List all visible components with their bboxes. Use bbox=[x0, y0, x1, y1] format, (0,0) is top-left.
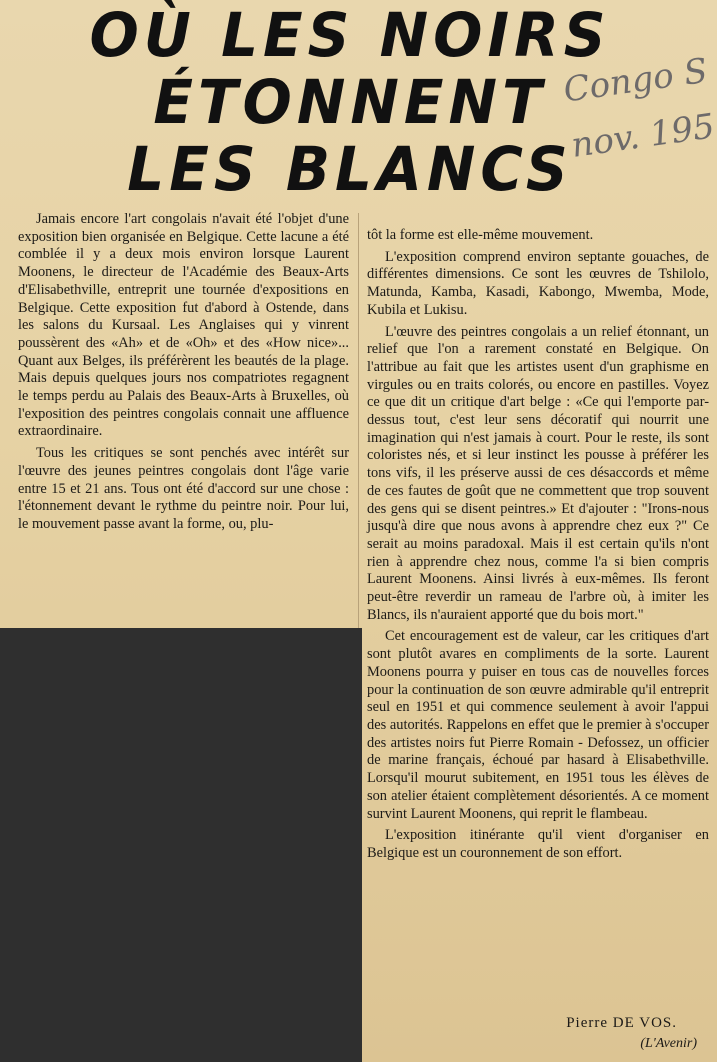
headline-line: ÉTONNENT bbox=[153, 66, 547, 138]
paragraph: Tous les critiques se sont penchés avec intérêt sur l'œuvre des jeunes peintres congolais dont l'âge varie entre 15 et 21 ans. Tous ont été d'accord sur une chose : l'étonnement devant le rythme du peintre noir. Pour lui, le mouvement passe avant la forme, ou, plu- bbox=[18, 445, 349, 532]
paragraph: L'exposition comprend environ septante gouaches, de différentes dimensions. Ce sont les œuvres de Tshilolo, Matunda, Kamba, Kasadi, Kabongo, Mwemba, Mode, Kubila et Lukisu. bbox=[367, 248, 709, 318]
missing-area bbox=[0, 628, 362, 1062]
source-credit: (L'Avenir) bbox=[640, 1036, 697, 1051]
headline-line: LES BLANCS bbox=[127, 133, 573, 205]
paragraph: tôt la forme est elle-même mouvement. bbox=[367, 227, 594, 243]
article-column-right bbox=[367, 227, 709, 863]
handwritten-note bbox=[560, 42, 717, 174]
paragraph: L'œuvre des peintres congolais a un relief étonnant, un relief que l'on a rarement constaté en Belgique. On l'attribue au fait que les artistes usent d'un graphisme en virgules ou en traits colorés, ou encore en pastilles. Voyez ce que dit un critique d'art belge : «Ce qui l'emporte par-dessus tout, c'est leur sens décoratif qui nourrit une imagination qui n'est jamais à court. Pour le reste, ils sont coloristes nés, et si leur instinct les pousse à préférer les tons vifs, il les préserve aussi de ces désaccords et même de ces fautes de goût que ne commettent que trop souvent des gens qui se disent peintres.» Et d'ajouter : "Irons-nous jusqu'à dire que nous avons à apprendre chez eux ?" Ce serait au moins paradoxal. Mais il est certain qu'ils n'ont rien à apprendre chez nous, comme l'a si bien compris Laurent Moonens. Ainsi livrés à eux-mêmes. Ils feront peut-être reverdir un rameau de l'arbre où, à imiter les Blancs, ils n'auraient apporté que du bois mort." bbox=[367, 323, 709, 623]
handwritten-note-line: Congo S bbox=[561, 50, 710, 111]
author-signature: Pierre DE VOS. bbox=[566, 1015, 677, 1031]
paragraph: Jamais encore l'art congolais n'avait été l'objet d'une exposition bien organisée en Belgique. Cette lacune a été comblée il y a deux mois environ lorsque Laurent Moonens, le directeur de l'Académie des Beaux-Arts d'Elisabethville, entreprit une tournée d'expositions en Belgique. Cette exposition fut d'abord à Ostende, dans les salons du Kursaal. Les Anglaises qui y vinrent poussèrent des «Ah» et de «Oh» et des «How nice»... Quant aux Belges, ils préférèrent les beautés de la plage. Mais depuis quelques jours nos compatriotes regagnent le temps perdu au Palais des Beaux-Arts à Bruxelles, où l'exposition des peintres congolais connait une affluence extraordinaire. bbox=[18, 211, 349, 440]
handwritten-note-line: nov. 195 bbox=[568, 106, 717, 166]
headline-line: OÙ LES NOIRS bbox=[89, 0, 611, 71]
paragraph: L'exposition itinérante qu'il vient d'organiser en Belgique est un couronnement de son effort. bbox=[367, 827, 709, 861]
article-column-left bbox=[18, 211, 349, 534]
paragraph: Cet encouragement est de valeur, car les critiques d'art sont plutôt avares en compliments de la sorte. Laurent Moonens pourra y puiser en tous cas de nouvelles forces pour la continuation de son œuvre admirable qu'il entreprit seul en 1951 et qui commence seulement à avoir l'appui des autorités. Rappelons en effet que le premier à s'occuper des artistes noirs fut Pierre Romain - Defossez, un officier de marine français, échoué par hasard à Elisabethville. Lorsqu'il mourut subitement, en 1951 tous les élèves de son atelier étaient complètement désorientés. A ce moment survint Laurent Moonens, qui reprit le flambeau. bbox=[367, 628, 709, 822]
headline bbox=[70, 1, 630, 203]
